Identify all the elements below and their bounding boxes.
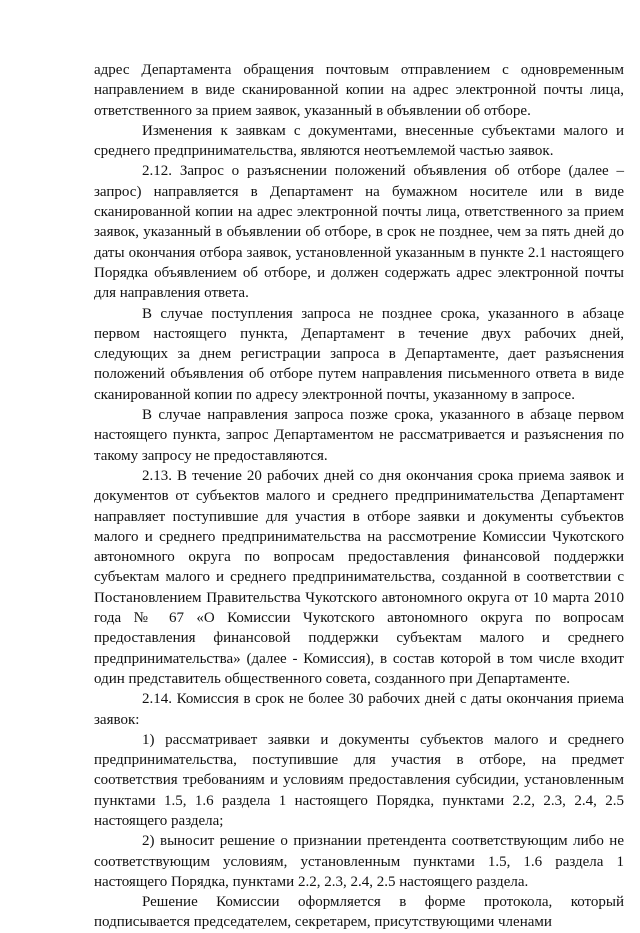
paragraph-2: Изменения к заявкам с документами, внесенные субъектами малого и среднего предпринимательства, являются неотъемлемой частью заявок. [94,122,624,160]
paragraph-item-1: 1) рассматривает заявки и документы субъектов малого и среднего предпринимательства, поступившие для участия в отборе, на предмет соответствия требованиям и условиям предоставления субсидии, установленным пунктами 1.5, 1.6 раздела 1 настоящего Порядка, пунктами 2.2, 2.3, 2.4, 2.5 настоящего раздела; [94,731,624,829]
paragraph-4: В случае поступления запроса не позднее срока, указанного в абзаце первом настоящего пункта, Департамент в течение двух рабочих дней, следующих за днем регистрации запроса в Департаменте, дает разъяснения положений объявления об отборе путем направления письменного ответа в виде сканированной копии по адресу электронной почты, указанному в запросе. [94,305,624,403]
paragraph-2-14: 2.14. Комиссия в срок не более 30 рабочих дней с даты окончания приема заявок: [94,691,624,728]
paragraph-2-12: 2.12. Запрос о разъяснении положений объявления об отборе (далее – запрос) направляется в Департамент на бумажном носителе или в виде сканированной копии на адрес электронной почты лица, ответственного за прием заявок, указанный в объявлении об отборе, в срок не позднее, чем за пять дней до даты окончания отбора заявок, установленной указанным в пункте 2.1 настоящего Порядка объявлением об отборе, и должен содержать адрес электронной почты для направления ответа. [94,163,624,302]
paragraph-1: адрес Департамента обращения почтовым отправлением с одновременным направлением в виде сканированной копии на адрес электронной почты лица, ответственного за прием заявок, указанный в объявлении об отборе. [94,62,624,119]
document-page [94,60,624,933]
paragraph-2-13: 2.13. В течение 20 рабочих дней со дня окончания срока приема заявок и документов от субъектов малого и среднего предпринимательства Департамент направляет поступившие для участия в отборе заявки и документы субъектов малого и среднего предпринимательства на рассмотрение Комиссии Чукотского автономного округа по вопросам предоставления финансовой поддержки субъектам малого и среднего предпринимательства, созданной в соответствии с Постановлением Правительства Чукотского автономного округа от 10 марта 2010 года № 67 «О Комиссии Чукотского автономного округа по вопросам предоставления финансовой поддержки субъектам малого и среднего предпринимательства» (далее - Комиссия), в состав которой в том числе входит один представитель общественного совета, созданного при Департаменте. [94,467,624,687]
paragraph-last: Решение Комиссии оформляется в форме протокола, который подписывается председателем, секретарем, присутствующими членами [94,894,624,931]
paragraph-5: В случае направления запроса позже срока, указанного в абзаце первом настоящего пункта, запрос Департаментом не рассматривается и разъяснения по такому запросу не предоставляются. [94,407,624,464]
paragraph-item-2: 2) выносит решение о признании претендента соответствующим либо не соответствующим условиям, установленным пунктами 1.5, 1.6 раздела 1 настоящего Порядка, пунктами 2.2, 2.3, 2.4, 2.5 настоящего раздела. [94,833,624,890]
